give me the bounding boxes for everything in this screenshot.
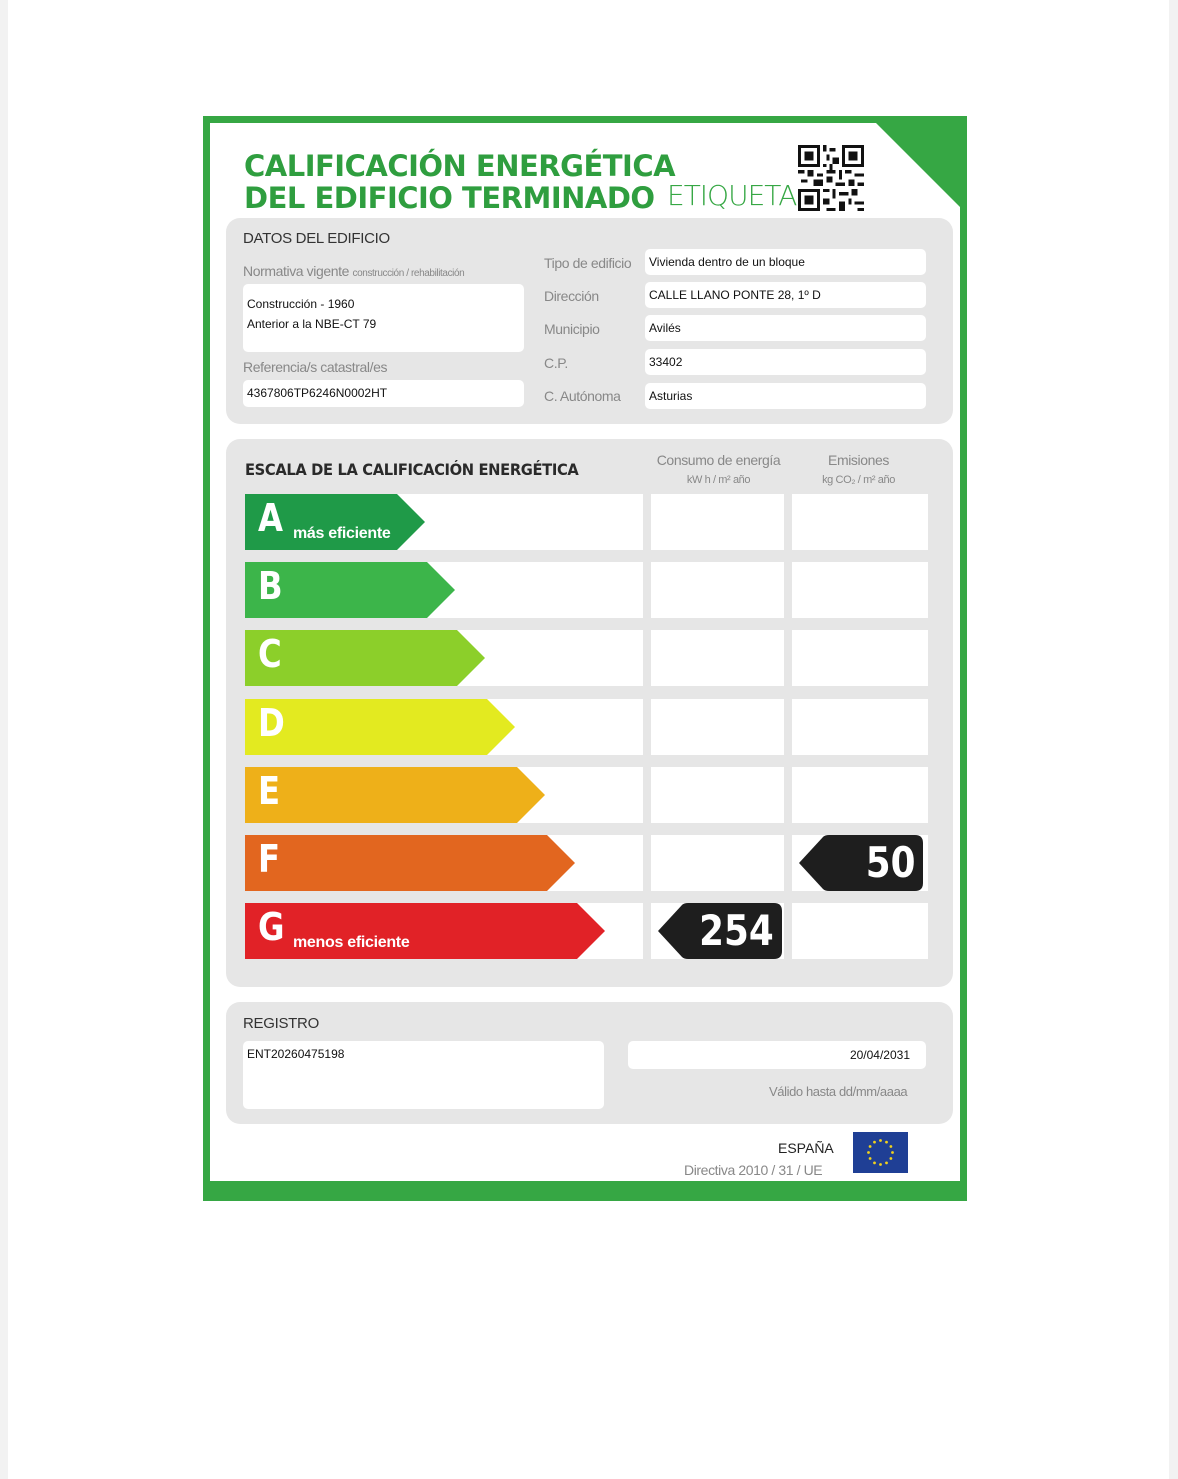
scale-title: ESCALA DE LA CALIFICACIÓN ENERGÉTICA: [245, 460, 579, 479]
consumo-cell-d: [651, 699, 784, 755]
directive-label: Directiva 2010 / 31 / UE: [684, 1162, 823, 1178]
corner-triangle: [869, 116, 967, 214]
autonoma-field: Asturias: [645, 383, 926, 409]
class-arrow-d: [245, 699, 515, 755]
class-letter-f: F: [258, 837, 281, 881]
class-arrow-a: [245, 494, 425, 550]
referencia-field: 4367806TP6246N0002HT: [243, 380, 524, 407]
class-arrow-e: [245, 767, 545, 823]
consumo-unit-text: kW h / m² año: [686, 474, 751, 486]
class-letter-e: E: [258, 769, 281, 813]
eu-star: [885, 1141, 888, 1144]
consumo-cell-c: [651, 630, 784, 686]
registro-section-title: REGISTRO: [243, 1015, 319, 1032]
country-label: ESPAÑA: [778, 1140, 834, 1156]
eu-star: [891, 1151, 894, 1154]
normativa-field: [243, 284, 524, 352]
consumo-badge: [658, 903, 782, 959]
consumo-cell-f: [651, 835, 784, 891]
eu-star: [869, 1157, 872, 1160]
eu-star: [885, 1161, 888, 1164]
class-arrow-c: [245, 630, 485, 686]
referencia-label: Referencia/s catastral/es: [243, 359, 388, 375]
eu-star: [867, 1151, 870, 1154]
rating-scale-panel: [226, 439, 953, 987]
normativa-line-2: Anterior a la NBE-CT 79: [247, 317, 377, 331]
emisiones-head-text: Emisiones: [828, 452, 889, 468]
emisiones-badge: [799, 835, 923, 891]
consumo-badge-value: 254: [699, 906, 774, 955]
emisiones-cell-c: [792, 630, 928, 686]
class-letter-a: A: [258, 496, 284, 540]
valid-until-field: 20/04/2031: [628, 1041, 926, 1069]
class-letter-d: D: [258, 701, 285, 745]
emisiones-unit-text: kg CO₂ / m² año: [822, 474, 895, 486]
emisiones-cell-e: [792, 767, 928, 823]
eu-star: [873, 1161, 876, 1164]
class-subtitle-a: más eficiente: [293, 525, 391, 542]
eu-star: [889, 1157, 892, 1160]
emisiones-cell-b: [792, 562, 928, 618]
eu-star: [873, 1141, 876, 1144]
consumo-cell-a: [651, 494, 784, 550]
title-line-2: DEL EDIFICIO TERMINADO: [244, 181, 655, 215]
class-arrow-g: [245, 903, 605, 959]
tipo-label: Tipo de edificio: [544, 255, 632, 271]
direccion-label: Dirección: [544, 288, 599, 304]
class-letter-b: B: [258, 564, 283, 608]
building-data-panel: [226, 218, 953, 424]
class-letter-c: C: [258, 632, 282, 676]
class-letter-g: G: [258, 905, 285, 949]
registro-panel: [226, 1002, 953, 1124]
class-subtitle-g: menos eficiente: [293, 934, 410, 951]
cp-label: C.P.: [544, 355, 568, 371]
emisiones-cell-g: [792, 903, 928, 959]
consumo-cell-b: [651, 562, 784, 618]
normativa-label: Normativa vigente construcción / rehabilitación: [243, 263, 465, 279]
registro-number-field: ENT20260475198: [243, 1041, 604, 1109]
municipio-label: Municipio: [544, 321, 600, 337]
autonoma-label: C. Autónoma: [544, 388, 621, 404]
direccion-field: CALLE LLANO PONTE 28, 1º D: [645, 282, 926, 308]
eu-star: [879, 1139, 882, 1142]
datos-section-title: DATOS DEL EDIFICIO: [243, 230, 390, 247]
energy-label-card: [203, 116, 967, 1201]
etiqueta-label: ETIQUETA: [667, 179, 797, 212]
normativa-line-1: Construcción - 1960: [247, 297, 355, 311]
consumo-cell-e: [651, 767, 784, 823]
consumo-column-header: [646, 450, 791, 490]
eu-star: [869, 1145, 872, 1148]
eu-flag-icon: [853, 1132, 908, 1173]
tipo-field: Vivienda dentro de un bloque: [645, 249, 926, 275]
eu-star: [879, 1163, 882, 1166]
cp-field: 33402: [645, 349, 926, 375]
eu-star: [889, 1145, 892, 1148]
municipio-field: Avilés: [645, 315, 926, 341]
qr-code-icon: [798, 145, 864, 211]
valid-until-label: Válido hasta dd/mm/aaaa: [769, 1084, 908, 1099]
emisiones-cell-d: [792, 699, 928, 755]
emisiones-column-header: [791, 450, 926, 490]
class-arrow-f: [245, 835, 575, 891]
emisiones-badge-value: 50: [865, 838, 915, 887]
class-arrow-b: [245, 562, 455, 618]
emisiones-cell-a: [792, 494, 928, 550]
title-line-1: CALIFICACIÓN ENERGÉTICA: [244, 149, 676, 183]
consumo-head-text: Consumo de energía: [656, 452, 781, 468]
